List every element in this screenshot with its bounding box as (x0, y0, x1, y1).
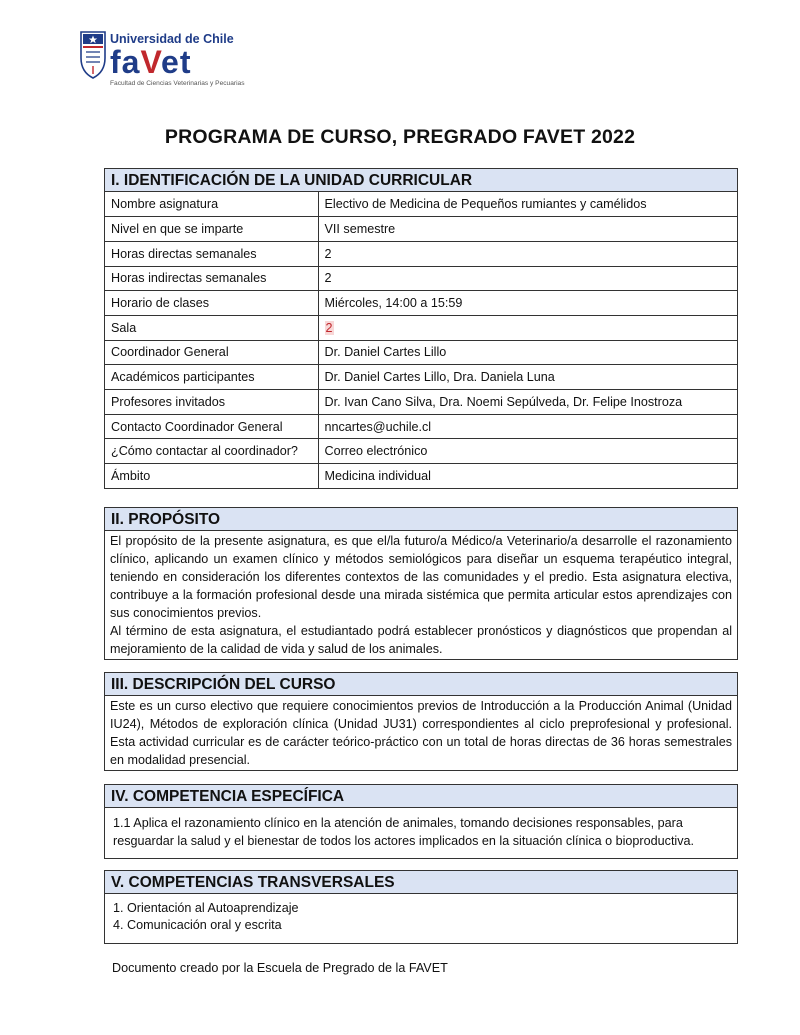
purpose-heading: II. PROPÓSITO (105, 508, 737, 531)
row-label: Sala (105, 315, 318, 340)
row-label: Académicos participantes (105, 365, 318, 390)
row-label: Horas indirectas semanales (105, 266, 318, 291)
favet-wordmark: faVet (110, 44, 192, 80)
row-value: 2 (318, 241, 737, 266)
university-name: Universidad de Chile (110, 32, 234, 46)
transversal-competences-section (104, 870, 738, 944)
row-label: Horario de clases (105, 291, 318, 316)
table-row (105, 464, 737, 489)
purpose-paragraph: Al término de esta asignatura, el estudiantado podrá establecer pronósticos y diagnósticos que propendan al mejoramiento de la calidad de vida y salud de los animales. (110, 624, 732, 656)
table-row (105, 315, 737, 340)
purpose-section (104, 507, 738, 660)
identification-table (105, 192, 737, 488)
identification-section (104, 168, 738, 489)
row-label: ¿Cómo contactar al coordinador? (105, 439, 318, 464)
description-body: Este es un curso electivo que requiere conocimientos previos de Introducción a la Producción Animal (Unidad IU24), Métodos de exploración clínica (Unidad JU31) correspondientes al ciclo preprofesional y profesional. Esta actividad curricular es de carácter teórico-práctico con un total de horas directas de 36 horas semestrales en modalidad presencial. (110, 699, 732, 767)
row-label: Nombre asignatura (105, 192, 318, 217)
row-value: Medicina individual (318, 464, 737, 489)
university-crest-icon (78, 28, 108, 82)
description-section (104, 672, 738, 771)
row-value: Dr. Daniel Cartes Lillo, Dra. Daniela Luna (318, 365, 737, 390)
list-item: 4. Comunicación oral y escrita (113, 918, 282, 932)
table-row (105, 414, 737, 439)
description-heading: III. DESCRIPCIÓN DEL CURSO (105, 673, 737, 696)
row-value: 2 (318, 266, 737, 291)
highlighted-room-value: 2 (325, 320, 333, 335)
document-title: PROGRAMA DE CURSO, PREGRADO FAVET 2022 (164, 126, 636, 148)
table-row (105, 241, 737, 266)
table-row (105, 266, 737, 291)
identification-heading: I. IDENTIFICACIÓN DE LA UNIDAD CURRICULAR (105, 169, 737, 192)
row-value: Dr. Daniel Cartes Lillo (318, 340, 737, 365)
footer-note: Documento creado por la Escuela de Pregrado de la FAVET (112, 961, 448, 975)
specific-competence-heading: IV. COMPETENCIA ESPECÍFICA (105, 785, 737, 808)
row-value: Correo electrónico (318, 439, 737, 464)
purpose-paragraph: El propósito de la presente asignatura, es que el/la futuro/a Médico/a Veterinario/a desarrolle el razonamiento clínico, aplicando un examen clínico y métodos semiológicos para diseñar un esquema terapéutico integral, teniendo en consideración los diferentes contextos de las comunidades y el predio. Esta asignatura electiva, contribuye a la formación profesional desde una mirada sistémica que permita articular estos aprendizajes con sus conocimientos previos. (110, 534, 732, 620)
table-row (105, 192, 737, 217)
row-value: Dr. Ivan Cano Silva, Dra. Noemi Sepúlveda, Dr. Felipe Inostroza (318, 390, 737, 415)
row-value: Miércoles, 14:00 a 15:59 (318, 291, 737, 316)
row-value: Electivo de Medicina de Pequeños rumiantes y camélidos (324, 197, 647, 212)
row-label: Horas directas semanales (105, 241, 318, 266)
row-label: Ámbito (105, 464, 318, 489)
transversal-competences-list (105, 894, 737, 943)
table-row (105, 217, 737, 242)
row-label: Profesores invitados (105, 390, 318, 415)
table-row (105, 291, 737, 316)
list-item: 1. Orientación al Autoaprendizaje (113, 901, 299, 915)
contact-email: nncartes@uchile.cl (318, 414, 737, 439)
row-value (318, 315, 737, 340)
row-value: VII semestre (318, 217, 737, 242)
row-label: Coordinador General (105, 340, 318, 365)
row-label: Contacto Coordinador General (105, 414, 318, 439)
row-label: Nivel en que se imparte (105, 217, 318, 242)
specific-competence-body: 1.1 Aplica el razonamiento clínico en la atención de animales, tomando decisiones responsables, para resguardar la salud y el bienestar de todos los actores implicados en la situación clínica o bioproductiva. (113, 816, 695, 848)
table-row (105, 439, 737, 464)
table-row (105, 390, 737, 415)
university-logo (78, 28, 245, 88)
transversal-competences-heading: V. COMPETENCIAS TRANSVERSALES (105, 871, 737, 894)
faculty-name: Facultad de Ciencias Veterinarias y Pecuarias (110, 80, 245, 87)
table-row (105, 365, 737, 390)
specific-competence-section (104, 784, 738, 859)
purpose-body (105, 531, 737, 659)
table-row (105, 340, 737, 365)
